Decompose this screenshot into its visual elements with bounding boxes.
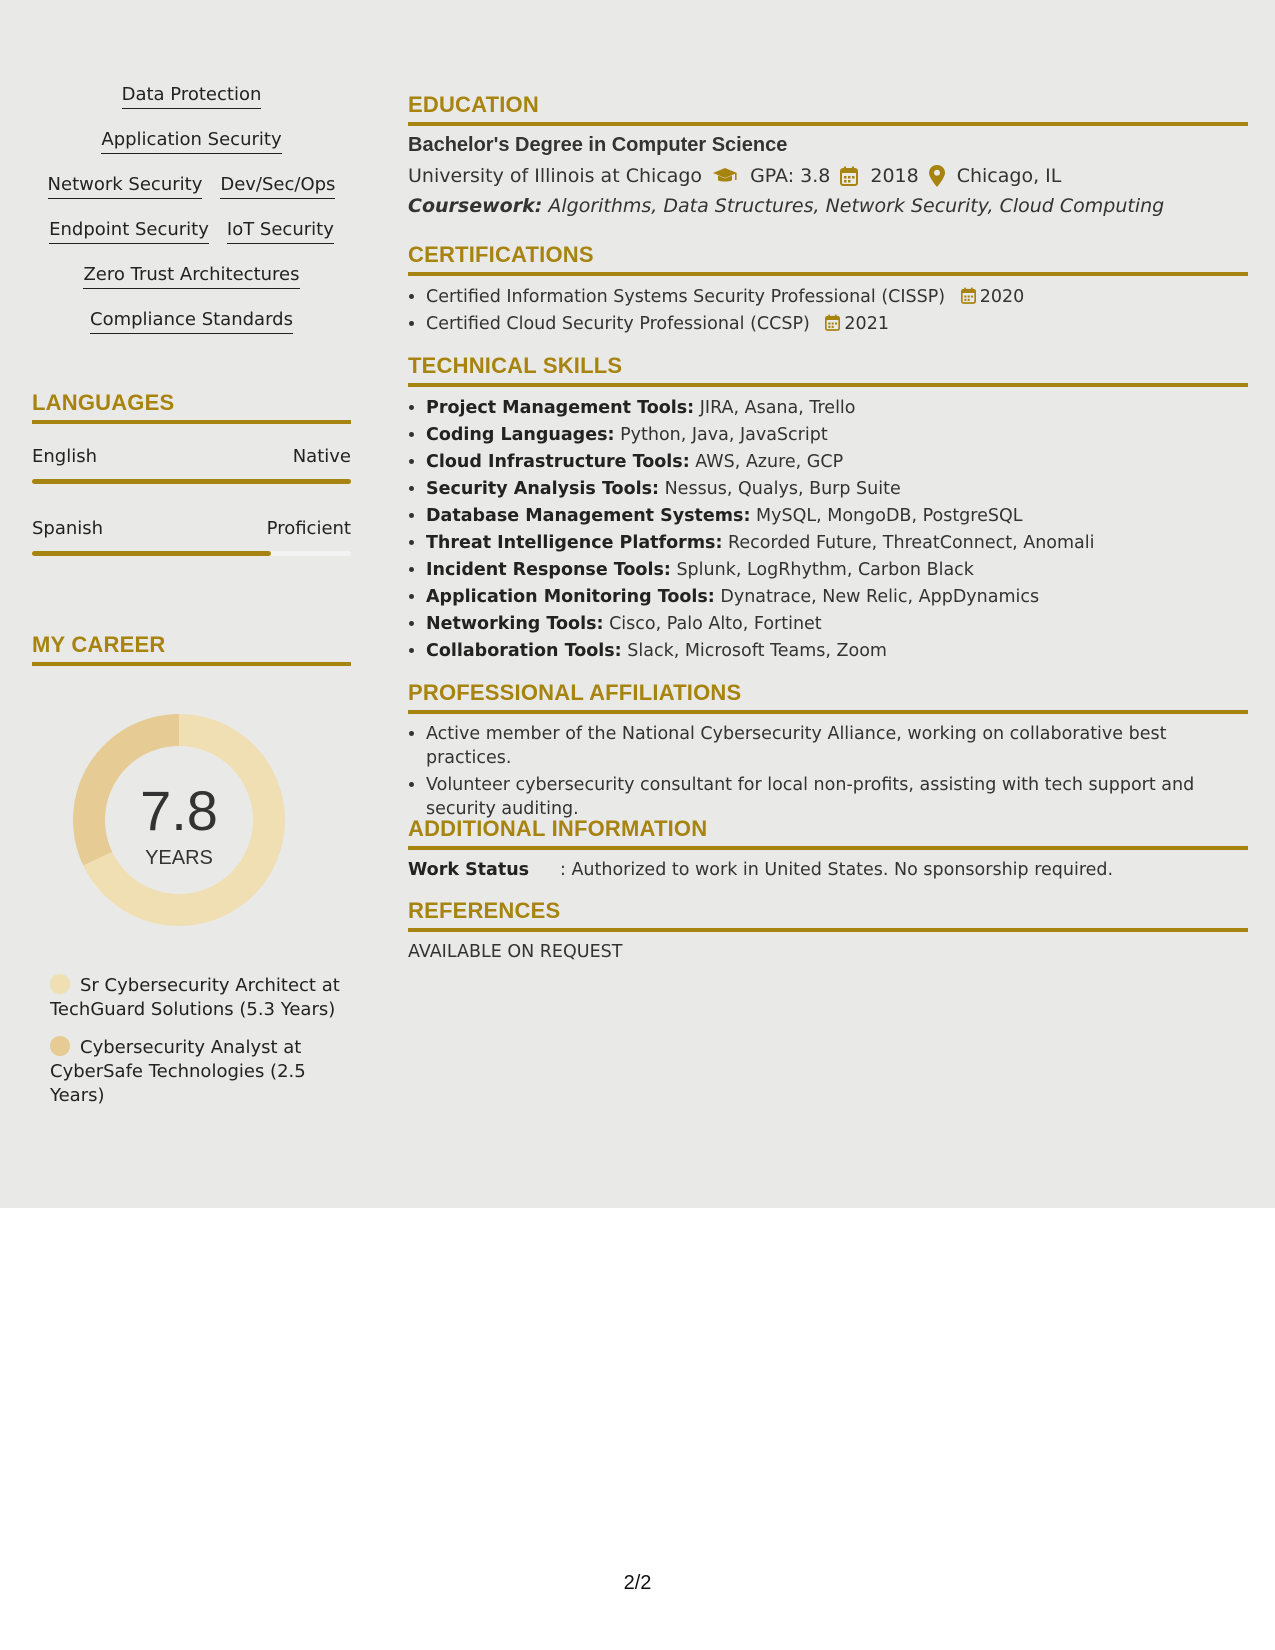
calendar-icon: [840, 166, 858, 186]
language-bar: [32, 479, 351, 484]
page-number: 2/2: [623, 1572, 652, 1594]
career-legend-label: Sr Cybersecurity Architect at TechGuard Solutions (5.3 Years): [50, 975, 340, 1020]
technical-skills-heading: TECHNICAL SKILLS: [408, 353, 1248, 387]
legend-dot: [50, 974, 70, 994]
career-donut-chart: [59, 700, 299, 940]
skill-category: Incident Response Tools:: [426, 560, 671, 580]
skill-category: Collaboration Tools:: [426, 641, 622, 661]
languages-section: [32, 390, 351, 556]
coursework-label: Coursework:: [408, 195, 543, 217]
skill-values: Recorded Future, ThreatConnect, Anomali: [728, 533, 1095, 553]
certification-item: [426, 311, 1248, 338]
skill-values: Python, Java, JavaScript: [620, 425, 828, 445]
skill-values: JIRA, Asana, Trello: [699, 398, 856, 418]
skill-tag: Endpoint Security: [49, 219, 209, 244]
skill-item: [426, 503, 1248, 530]
work-status-label: Work Status: [408, 860, 530, 880]
references-section: [408, 898, 1248, 962]
language-bar-fill: [32, 551, 271, 556]
degree-title: Bachelor's Degree in Computer Science: [408, 134, 788, 156]
tag-row: [32, 129, 351, 174]
legend-dot: [50, 1036, 70, 1056]
skill-item: [426, 395, 1248, 422]
tag-row: [32, 264, 351, 309]
language-level: Proficient: [266, 518, 351, 539]
affiliations-section: [408, 680, 1248, 821]
skill-tag: Compliance Standards: [90, 309, 293, 334]
tag-row: [32, 84, 351, 129]
skill-item: [426, 476, 1248, 503]
affiliation-item: • Volunteer cybersecurity consultant for local non-profits, assisting with tech support and security auditing.: [426, 773, 1248, 821]
tag-row: [32, 219, 351, 264]
tag-row: [32, 174, 351, 219]
skill-category: Networking Tools:: [426, 614, 604, 634]
career-heading: MY CAREER: [32, 632, 351, 666]
skill-item: [426, 611, 1248, 638]
skill-tag: IoT Security: [227, 219, 334, 244]
tag-row: [32, 309, 351, 354]
skill-item: [426, 422, 1248, 449]
references-text: AVAILABLE ON REQUEST: [408, 942, 623, 962]
certification-year: 2021: [844, 314, 889, 334]
gpa: GPA: 3.8: [750, 165, 831, 187]
certifications-heading: CERTIFICATIONS: [408, 242, 1248, 276]
career-total-value: 7.8: [140, 779, 218, 842]
skill-item: [426, 449, 1248, 476]
language-item: [32, 446, 351, 484]
career-total-unit: YEARS: [145, 847, 213, 869]
language-level: Native: [292, 446, 351, 467]
references-heading: REFERENCES: [408, 898, 1248, 932]
map-pin-icon: [929, 165, 945, 187]
career-legend-item: [50, 1036, 340, 1108]
career-legend-label: Cybersecurity Analyst at CyberSafe Technologies (2.5 Years): [50, 1037, 306, 1106]
technical-skills-section: [408, 353, 1248, 665]
skill-values: AWS, Azure, GCP: [695, 452, 844, 472]
certification-name: Certified Cloud Security Professional (CCSP): [426, 314, 810, 334]
coursework: [408, 195, 1248, 217]
additional-info-section: [408, 816, 1248, 880]
skill-values: Dynatrace, New Relic, AppDynamics: [720, 587, 1040, 607]
skill-item: [426, 584, 1248, 611]
skill-category: Coding Languages:: [426, 425, 615, 445]
certification-name: Certified Information Systems Security Professional (CISSP): [426, 287, 946, 307]
skill-tag: Dev/Sec/Ops: [220, 174, 335, 199]
education-heading: EDUCATION: [408, 92, 1248, 126]
affiliations-heading: PROFESSIONAL AFFILIATIONS: [408, 680, 1248, 714]
skill-category: Threat Intelligence Platforms:: [426, 533, 723, 553]
skill-tag: Application Security: [101, 129, 281, 154]
additional-info-heading: ADDITIONAL INFORMATION: [408, 816, 1248, 850]
career-section: [32, 632, 351, 666]
certifications-section: [408, 242, 1248, 338]
language-bar-fill: [32, 479, 351, 484]
language-item: [32, 518, 351, 556]
affiliations-list: [408, 722, 1248, 821]
languages-heading: LANGUAGES: [32, 390, 351, 424]
skill-values: Cisco, Palo Alto, Fortinet: [609, 614, 822, 634]
calendar-icon: [961, 287, 976, 304]
skill-category: Cloud Infrastructure Tools:: [426, 452, 690, 472]
skill-values: Slack, Microsoft Teams, Zoom: [627, 641, 887, 661]
school-name: University of Illinois at Chicago: [408, 165, 703, 187]
left-column: [32, 84, 351, 1106]
coursework-text: Algorithms, Data Structures, Network Security, Cloud Computing: [548, 195, 1165, 217]
skill-category: Project Management Tools:: [426, 398, 695, 418]
skill-values: MySQL, MongoDB, PostgreSQL: [756, 506, 1023, 526]
skill-category: Database Management Systems:: [426, 506, 751, 526]
calendar-icon: [825, 314, 840, 331]
skill-item: [426, 530, 1248, 557]
skill-values: Splunk, LogRhythm, Carbon Black: [676, 560, 974, 580]
skill-item: [426, 557, 1248, 584]
skill-tag: Zero Trust Architectures: [83, 264, 299, 289]
work-status-row: [408, 860, 1248, 880]
education-meta: [408, 165, 1248, 187]
certification-item: [426, 284, 1248, 311]
skill-values: Nessus, Qualys, Burp Suite: [664, 479, 901, 499]
school-location: Chicago, IL: [956, 165, 1062, 187]
skill-item: [426, 638, 1248, 665]
language-name: English: [32, 446, 97, 467]
certification-year: 2020: [979, 287, 1025, 307]
work-status-value: : Authorized to work in United States. No sponsorship required.: [560, 860, 1114, 880]
affiliation-item: • Active member of the National Cybersecurity Alliance, working on collaborative best practices.: [426, 722, 1248, 770]
graduation-cap-icon: [712, 167, 738, 185]
skill-category: Security Analysis Tools:: [426, 479, 660, 499]
education-section: [408, 92, 1248, 217]
technical-skills-list: [408, 395, 1248, 665]
skills-tags: [32, 84, 351, 354]
language-name: Spanish: [32, 518, 104, 539]
career-legend-item: [50, 974, 340, 1022]
graduation-year: 2018: [870, 165, 919, 187]
certifications-list: [408, 284, 1248, 338]
skill-tag: Network Security: [48, 174, 203, 199]
skill-category: Application Monitoring Tools:: [426, 587, 715, 607]
language-bar: [32, 551, 351, 556]
skill-tag: Data Protection: [122, 84, 262, 109]
